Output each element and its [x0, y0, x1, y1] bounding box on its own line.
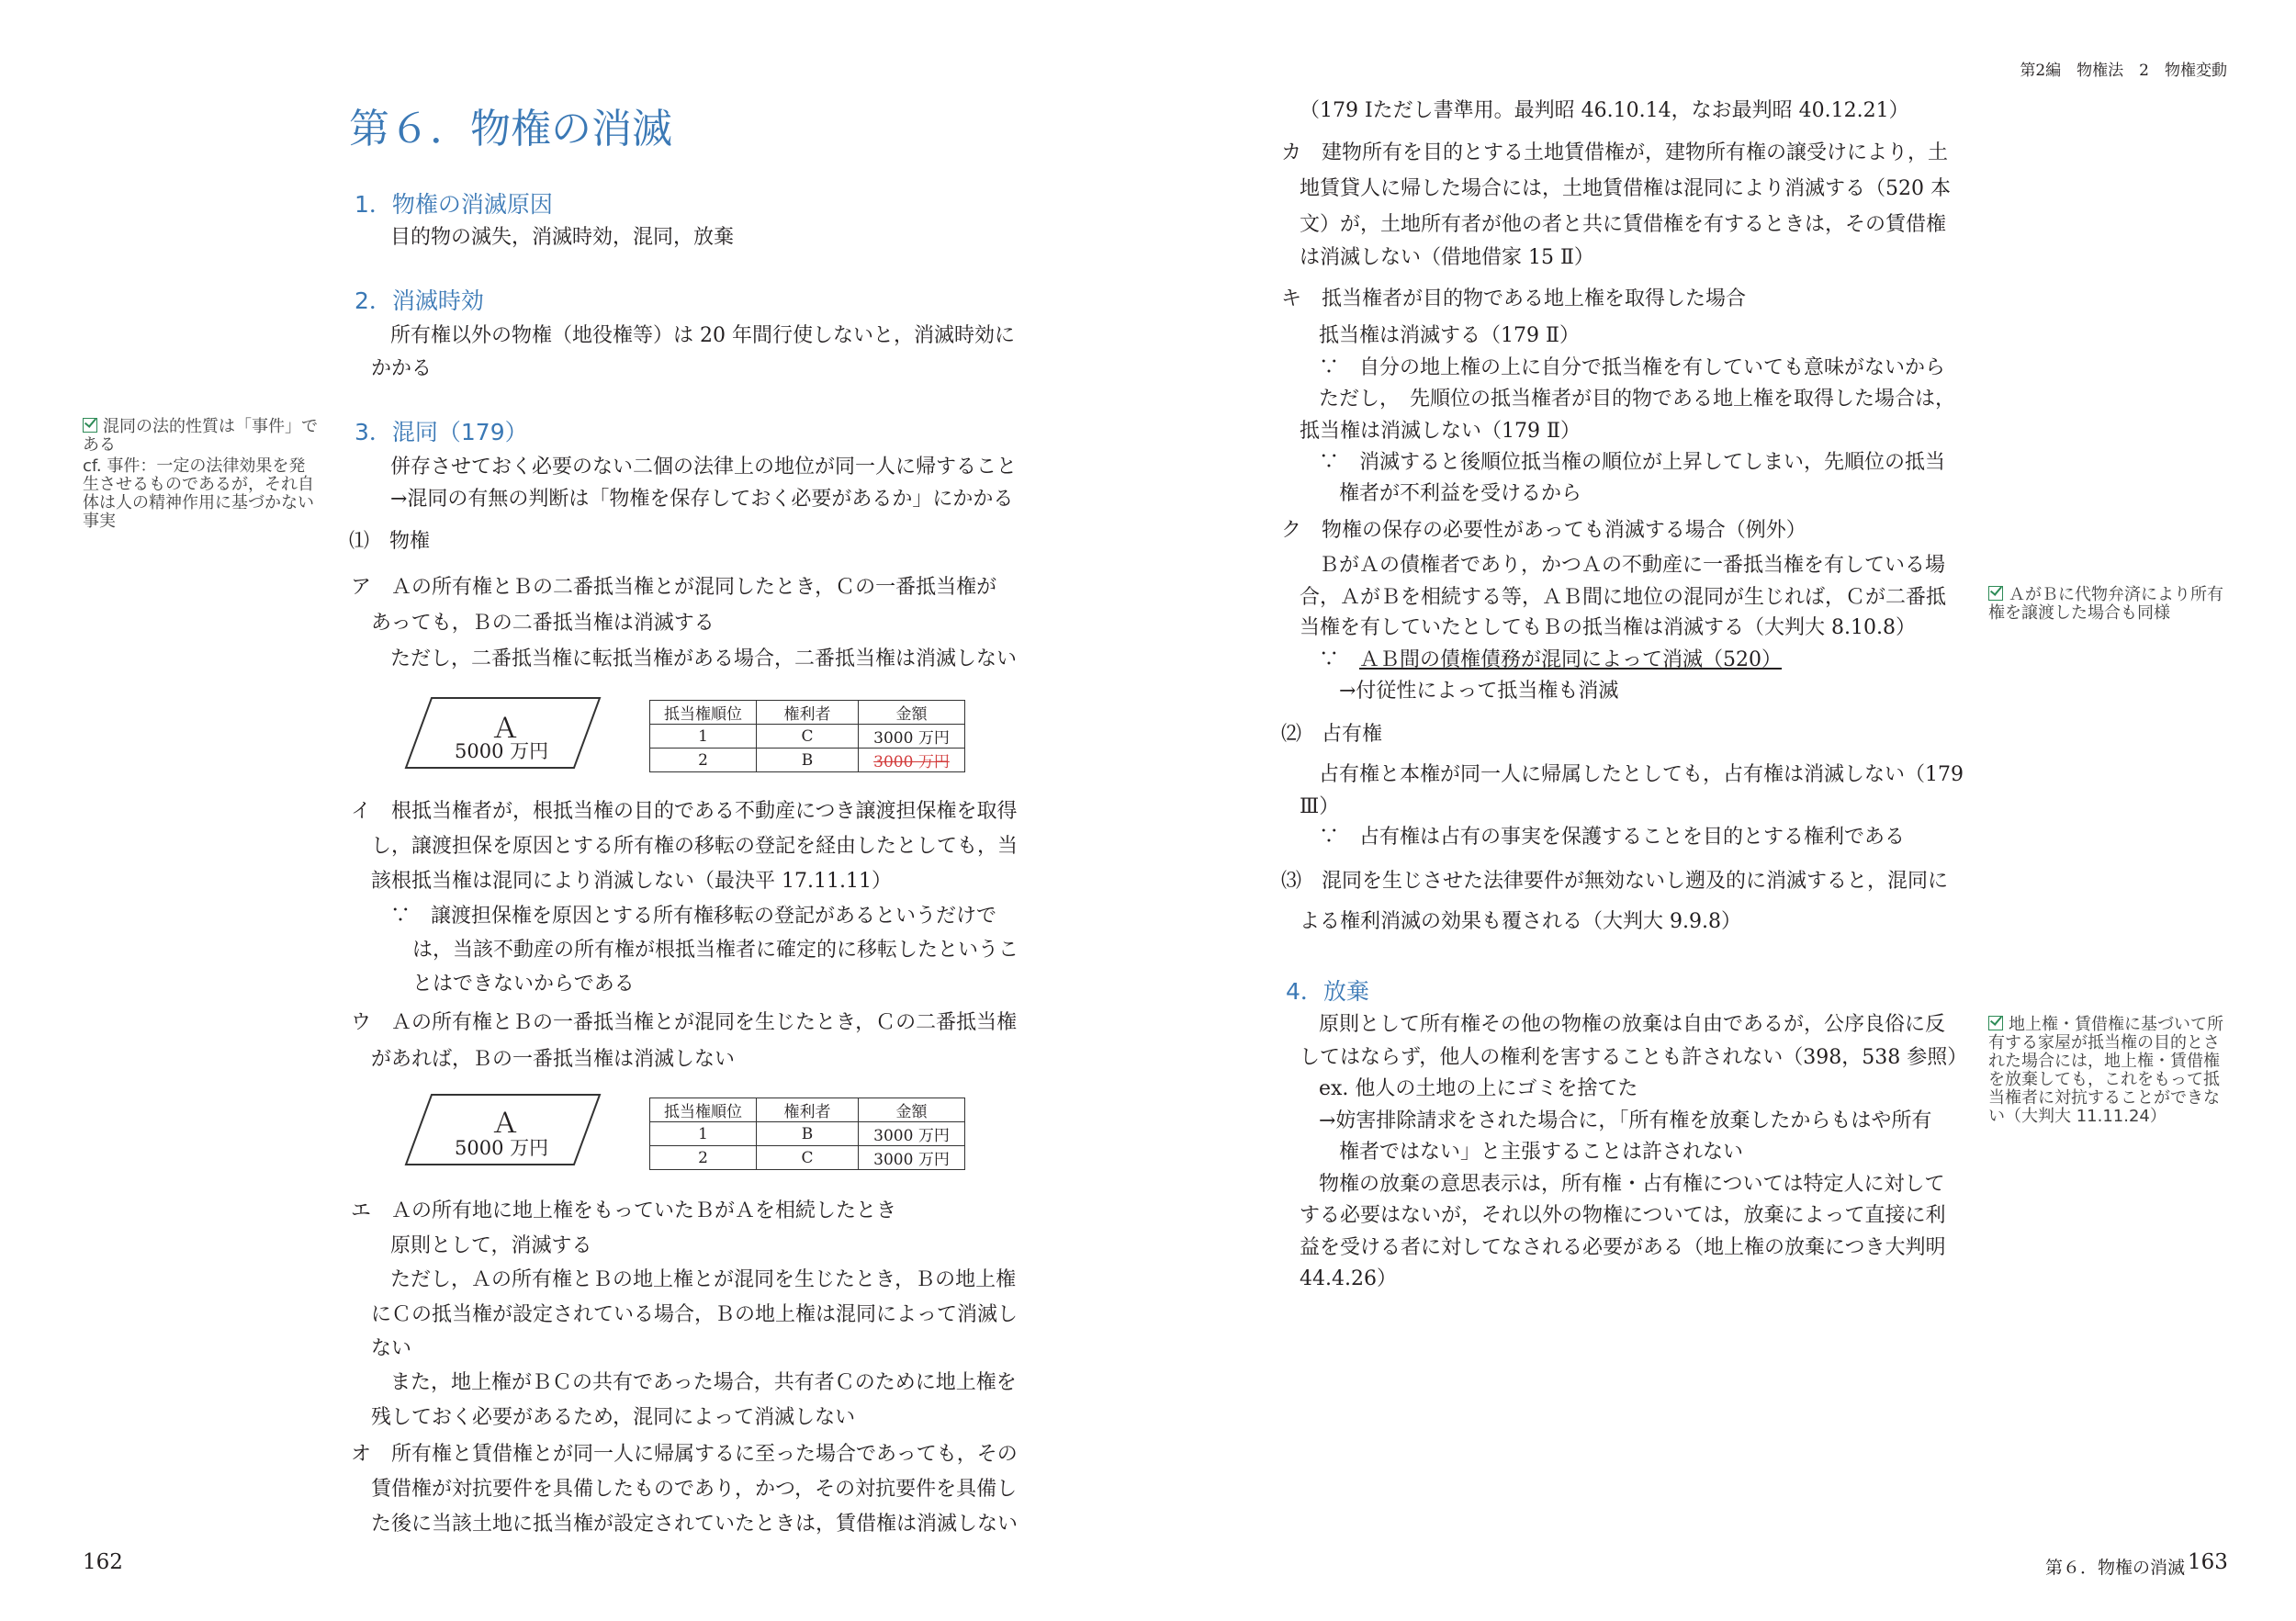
table-cell: 1 [650, 1122, 757, 1146]
section-3-line2: →混同の有無の判断は「物権を保存しておく必要があるか」にかかる [390, 488, 1014, 511]
side-note-3: ＡがＢに代物弁済により所有権を譲渡した場合も同様 [1988, 585, 2223, 623]
item-o-line1: オ 所有権と賃借権とが同一人に帰属するに至った場合であっても，その [351, 1443, 1018, 1466]
item-o-line3: た後に当該土地に抵当権が設定されていたときは，賃借権は消滅しない [371, 1513, 1019, 1536]
item-ki-line7: 権者が不利益を受けるから [1339, 482, 1582, 505]
item-ki-line2: 抵当権は消滅する（179 Ⅱ） [1319, 324, 1580, 347]
item-o-line2: 賃借権が対抗要件を具備したものであり，かつ，その対抗要件を具備し [371, 1478, 1018, 1501]
item-a-line1: ア Ａの所有権とＢの二番抵当権とが混同したとき，Ｃの一番抵当権が [351, 576, 997, 599]
table-cell-struck: 3000 万円 [859, 749, 965, 772]
section-4-line3: ex. 他人の土地の上にゴミを捨てた [1319, 1077, 1638, 1100]
diagram-2-value: 5000 万円 [455, 1137, 549, 1159]
section-4-heading: 4．放棄 [1286, 978, 1369, 1005]
item-i-line1: イ 根抵当権者が，根抵当権の目的である不動産につき譲渡担保権を取得 [351, 800, 1018, 823]
section-4-line4: →妨害排除請求をされた場合に，「所有権を放棄したからもはや所有 [1319, 1109, 1932, 1132]
item-ku-line6: →付従性によって抵当権も消滅 [1339, 680, 1619, 703]
item-e-line6: また，地上権がＢＣの共有であった場合，共有者Ｃのために地上権を [390, 1371, 1017, 1394]
subsection-2-line1: 占有権と本権が同一人に帰属したとしても，占有権は消滅しない（179 [1319, 763, 1964, 786]
running-head: 第2編 物権法 2 物権変動 [2020, 62, 2227, 80]
item-i-line5: は，当該不動産の所有権が根抵当権者に確定的に移転したというこ [412, 939, 1019, 962]
section-2-line1: 所有権以外の物権（地役権等）は 20 年間行使しないと，消滅時効に [390, 324, 1015, 347]
table-header: 金額 [859, 1098, 965, 1122]
table-cell: B [757, 749, 859, 772]
section-4-line7: する必要はないが，それ以外の物権については，放棄によって直接に利 [1300, 1204, 1946, 1227]
section-2-line2: かかる [371, 357, 433, 380]
table-header: 抵当権順位 [650, 701, 757, 725]
section-4-line1: 原則として所有権その他の物権の放棄は自由であるが，公序良俗に反 [1319, 1013, 1946, 1036]
subsection-2-line2: Ⅲ） [1300, 795, 1340, 818]
item-ki-line4: ただし， 先順位の抵当権者が目的物である地上権を取得した場合は， [1319, 388, 1956, 411]
subsection-1: ⑴ 物権 [349, 530, 431, 553]
item-e-line3: ただし，Ａの所有権とＢの地上権とが混同を生じたとき，Ｂの地上権 [390, 1268, 1017, 1291]
item-ku-line3: 合，ＡがＢを相続する等，ＡＢ間に地位の混同が生じれば，Ｃが二番抵 [1300, 586, 1947, 609]
diagram-1-table [649, 700, 965, 772]
item-ki-line6: ∵ 消滅すると後順位抵当権の順位が上昇してしまい，先順位の抵当 [1319, 451, 1946, 474]
table-header-row [650, 1098, 965, 1122]
table-header: 金額 [859, 701, 965, 725]
section-4-line9: 44.4.26） [1300, 1267, 1397, 1290]
check-icon [1988, 586, 2003, 601]
subsection-3-line1: ⑶ 混同を生じさせた法律要件が無効ないし遡及的に消滅すると，混同に [1281, 870, 1949, 893]
section-1-text: 目的物の滅失，消滅時効，混同，放棄 [390, 226, 735, 249]
item-ku-line1: ク 物権の保存の必要性があっても消滅する場合（例外） [1281, 519, 1806, 542]
item-i-line6: とはできないからである [412, 973, 635, 996]
item-ka-line3: 文）が，土地所有者が他の者と共に賃借権を有するときは，その賃借権 [1300, 213, 1947, 236]
item-e-line2: 原則として，消滅する [390, 1234, 592, 1257]
table-header: 権利者 [757, 701, 859, 725]
table-cell: C [757, 1146, 859, 1170]
diagram-1-value: 5000 万円 [455, 740, 549, 762]
subsection-3-line2: よる権利消滅の効果も覆される（大判大 9.9.8） [1300, 910, 1741, 933]
side-note-1: 混同の法的性質は「事件」である [83, 417, 318, 455]
item-ki-line1: キ 抵当権者が目的物である地上権を取得した場合 [1281, 287, 1747, 310]
item-u-line1: ウ Ａの所有権とＢの一番抵当権とが混同を生じたとき，Ｃの二番抵当権 [351, 1011, 1018, 1034]
item-i-line3: 該根抵当権は混同により消滅しない（最決平 17.11.11） [371, 870, 892, 893]
table-header: 抵当権順位 [650, 1098, 757, 1122]
table-row [650, 1122, 965, 1146]
item-a-line3: ただし，二番抵当権に転抵当権がある場合，二番抵当権は消滅しない [390, 647, 1018, 670]
section-4-line6: 物権の放棄の意思表示は，所有権・占有権については特定人に対して [1319, 1173, 1945, 1196]
section-2-heading: 2．消滅時効 [355, 287, 484, 314]
check-icon [1988, 1016, 2003, 1030]
item-ki-line5: 抵当権は消滅しない（179 Ⅱ） [1300, 420, 1581, 443]
item-e-line5: ない [371, 1337, 412, 1360]
table-row [650, 749, 965, 772]
check-icon [83, 418, 97, 433]
side-note-2: cf. 事件：一定の法律効果を発生させるものであるが，それ自体は人の精神作用に基づかない事実 [83, 456, 314, 531]
item-ku-line2: ＢがＡの債権者であり，かつＡの不動産に一番抵当権を有している場 [1319, 554, 1946, 577]
table-header-row [650, 701, 965, 725]
section-3-heading: 3．混同（179） [355, 419, 528, 445]
table-cell: 1 [650, 725, 757, 749]
table-cell: 3000 万円 [859, 1146, 965, 1170]
item-e-line1: エ Ａの所有地に地上権をもっていたＢがＡを相続したとき [351, 1199, 897, 1222]
table-cell: 2 [650, 1146, 757, 1170]
item-i-line2: し，譲渡担保を原因とする所有権の移転の登記を経由したとしても，当 [371, 835, 1019, 858]
right-line-1: （179 Ⅰただし書準用。最判昭 46.10.14，なお最判昭 40.12.21） [1300, 99, 1909, 122]
section-4-line8: 益を受ける者に対してなされる必要がある（地上権の放棄につき大判明 [1300, 1236, 1946, 1259]
item-u-line2: があれば，Ｂの一番抵当権は消滅しない [371, 1048, 736, 1071]
section-3-line1: 併存させておく必要のない二個の法律上の地位が同一人に帰すること [390, 456, 1018, 478]
right-page [1148, 0, 2296, 1621]
item-ka-line2: 地賃貸人に帰した場合には，土地賃借権は混同により消滅する（520 本 [1300, 177, 1951, 200]
section-4-line2: してはならず，他人の権利を害することも許されない（398，538 参照） [1300, 1046, 1968, 1069]
item-a-line2: あっても，Ｂの二番抵当権は消滅する [371, 612, 715, 635]
item-ku-line5: ∵ ＡＢ間の債権債務が混同によって消滅（520） [1319, 648, 1783, 671]
diagram-2-letter: Ａ [491, 1108, 519, 1140]
item-e-line7: 残しておく必要があるため，混同によって消滅しない [371, 1406, 856, 1429]
subsection-2: ⑵ 占有権 [1281, 723, 1383, 746]
diagram-1-letter: Ａ [491, 713, 519, 745]
table-row [650, 725, 965, 749]
table-cell: 3000 万円 [859, 725, 965, 749]
item-ki-line3: ∵ 自分の地上権の上に自分で抵当権を有していても意味がないから [1319, 356, 1946, 379]
item-ku-line4: 当権を有していたとしてもＢの抵当権は消滅する（大判大 8.10.8） [1300, 616, 1916, 639]
table-row [650, 1146, 965, 1170]
page-number-right: 163 [2188, 1550, 2228, 1574]
section-1-heading: 1．物権の消滅原因 [355, 191, 553, 218]
item-ka-line4: は消滅しない（借地借家 15 Ⅱ） [1300, 246, 1594, 269]
subsection-2-line3: ∵ 占有権は占有の事実を保護することを目的とする権利である [1319, 826, 1906, 849]
underlined-text: ＡＢ間の債権債務が混同によって消滅（520） [1359, 648, 1783, 671]
table-cell: C [757, 725, 859, 749]
item-e-line4: にＣの抵当権が設定されている場合，Ｂの地上権は混同によって消滅し [371, 1303, 1019, 1326]
side-note-4: 地上権・賃借権に基づいて所有する家屋が抵当権の目的とされた場合には，地上権・賃借権を放棄しても，これをもって抵当権者に対抗することができない（大判大 11.11.24） [1988, 1015, 2223, 1126]
page-number-left: 162 [83, 1550, 123, 1574]
item-ka-line1: カ 建物所有を目的とする土地賃借権が，建物所有権の譲受けにより，土 [1281, 141, 1949, 164]
section-4-line5: 権者ではない」と主張することは許されない [1339, 1141, 1744, 1164]
table-cell: B [757, 1122, 859, 1146]
table-header: 権利者 [757, 1098, 859, 1122]
chapter-title: 第６．物権の消滅 [349, 106, 672, 152]
item-i-line4: ∵ 譲渡担保権を原因とする所有権移転の登記があるというだけで [390, 905, 997, 928]
footer-chapter-title: 第６．物権の消滅 [2045, 1558, 2186, 1578]
table-cell: 3000 万円 [859, 1122, 965, 1146]
diagram-2-table [649, 1098, 965, 1170]
table-cell: 2 [650, 749, 757, 772]
